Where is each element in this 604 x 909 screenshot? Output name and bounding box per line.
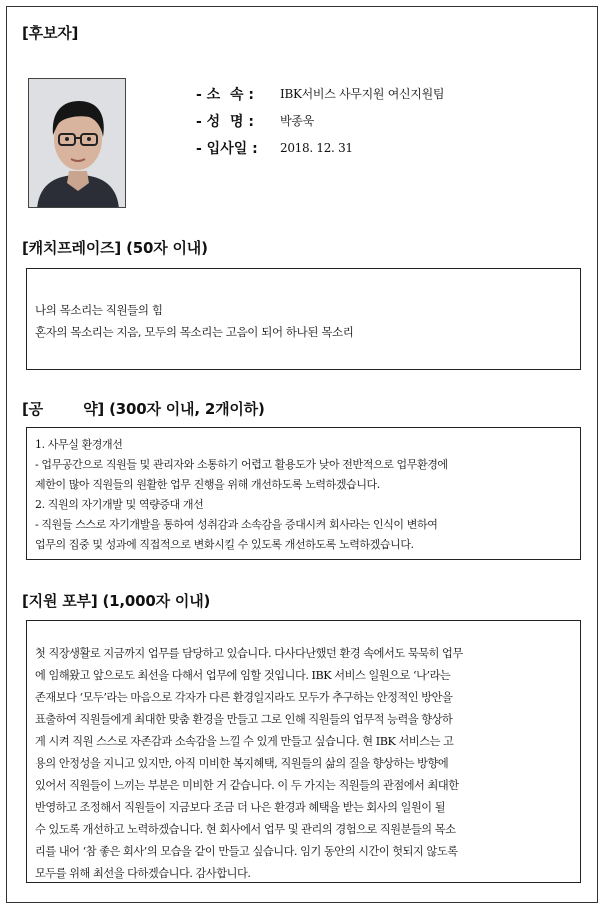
aspiration-line: 있어서 직원들이 느끼는 부분은 미비한 거 같습니다. 이 두 가지는 직원들의 관점에서 최대한 <box>35 779 459 792</box>
aspiration-line: 존재보다 ‘모두’라는 마음으로 각자가 다른 환경일지라도 모두가 추구하는 안정적인 방안을 <box>35 691 453 704</box>
hire-date-row <box>196 134 444 161</box>
aspiration-line: 반영하고 조정해서 직원들이 지금보다 조금 더 나은 환경과 혜택을 받는 회사의 일원이 될 <box>35 801 446 814</box>
pledge-line: - 업무공간으로 직원들 및 관리자와 소통하기 어렵고 활용도가 낮아 전반적으로 업무환경에 <box>35 458 448 471</box>
catchphrase-line: 나의 목소리는 직원들의 힘 <box>35 303 163 317</box>
aspiration-heading: [지원 포부] (1,000자 이내) <box>22 592 211 610</box>
aspiration-line: 수 있도록 개선하고 노력하겠습니다. 현 회사에서 업무 및 관리의 경험으로 직원분들의 목소 <box>35 823 456 836</box>
pledge-box <box>26 427 581 560</box>
candidate-photo <box>28 78 126 208</box>
candidate-heading: [후보자] <box>22 24 79 42</box>
catchphrase-box <box>26 268 581 370</box>
name-label: - 성 명 : <box>196 113 254 130</box>
aspiration-line: 표출하여 직원들에게 최대한 맞춤 환경을 만들고 그로 인해 직원들의 업무적 능력을 향상하 <box>35 713 453 726</box>
affiliation-value: IBK서비스 사무지원 여신지원팀 <box>280 87 445 101</box>
aspiration-line: 용의 안정성을 지니고 있지만, 아직 미비한 복지혜택, 직원들의 삶의 질을 향상하는 방향에 <box>35 757 449 770</box>
pledge-line: 업무의 집중 및 성과에 직접적으로 변화시킬 수 있도록 개선하도록 노력하겠습니다. <box>35 538 414 551</box>
aspiration-line: 모두를 위해 최선을 다하겠습니다. 감사합니다. <box>35 867 251 880</box>
pledge-line: - 직원들 스스로 자기개발을 통하여 성취감과 소속감을 증대시켜 회사라는 인식이 변하여 <box>35 518 438 531</box>
pledge-line: 1. 사무실 환경개선 <box>35 438 123 451</box>
aspiration-line: 첫 직장생활로 지금까지 업무를 담당하고 있습니다. 다사다난했던 환경 속에서도 묵묵히 업무 <box>35 647 463 660</box>
pledge-line: 제한이 많아 직원들의 원활한 업무 진행을 위해 개선하도록 노력하겠습니다. <box>35 478 380 491</box>
candidate-info <box>196 80 444 161</box>
aspiration-box <box>26 620 581 883</box>
aspiration-line: 게 시켜 직원 스스로 자존감과 소속감을 느낄 수 있게 만들고 싶습니다. 현 IBK 서비스는 고 <box>35 735 454 748</box>
aspiration-line: 에 임해왔고 앞으로도 최선을 다해서 업무에 임할 것입니다. IBK 서비스 일원으로 ‘나’라는 <box>35 669 451 682</box>
pledge-heading: [공 약] (300자 이내, 2개이하) <box>22 400 265 418</box>
portrait-image <box>29 79 126 208</box>
hire-date-label: - 입사일 : <box>196 140 258 157</box>
pledge-line: 2. 직원의 자기개발 및 역량증대 개선 <box>35 498 204 511</box>
aspiration-line: 리를 내어 ‘참 좋은 회사’의 모습을 같이 만들고 싶습니다. 임기 동안의 시간이 헛되지 않도록 <box>35 845 458 858</box>
catchphrase-line: 혼자의 목소리는 지음, 모두의 목소리는 고음이 되어 하나된 목소리 <box>35 325 354 339</box>
affiliation-row <box>196 80 444 107</box>
catchphrase-heading: [캐치프레이즈] (50자 이내) <box>22 239 208 257</box>
affiliation-label: - 소 속 : <box>196 86 254 103</box>
hire-date-value: 2018. 12. 31 <box>280 140 353 155</box>
name-value: 박종욱 <box>280 114 314 128</box>
name-row <box>196 107 444 134</box>
